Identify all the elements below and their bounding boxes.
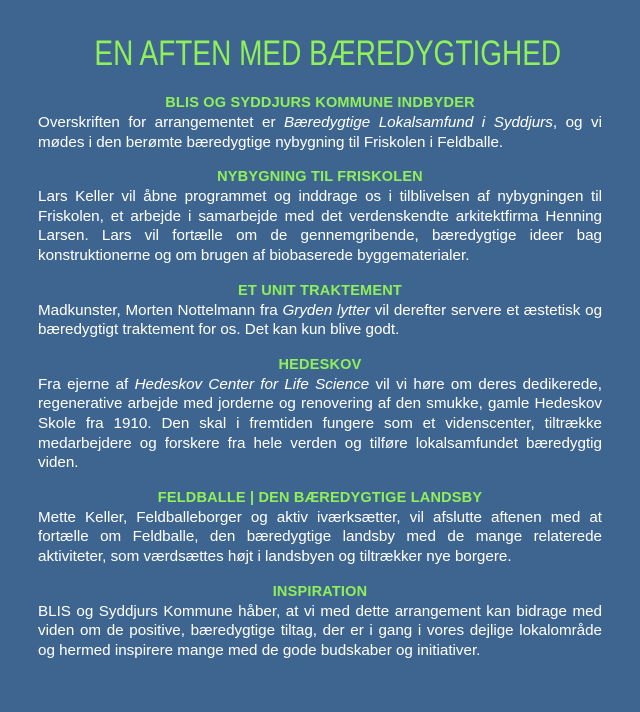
event-title-italic: Bæredygtige Lokalsamfund i Syddjurs [284, 114, 553, 131]
section-heading: INSPIRATION [272, 583, 368, 600]
section-text: Fra ejerne af Hedeskov Center for Life Science vil vi høre om deres dedikerede, regenerative arbejde med jorderne og renovering af den smukke, gamle Hedeskov Skole fra 1910. Den skal i fremtiden fungere som et videnscenter, tiltrække medarbejdere og forskere fra hele verden og tilføre lokalsamfundet bæredygtig viden. [38, 375, 602, 472]
section-text: Mette Keller, Feldballeborger og aktiv iværksætter, vil afslutte aftenen med at fortælle om Feldballe, den bæredygtige landsby med de mange relaterede aktiviteter, som værdsættes højt i landsbyen og tiltrækker nye borgere. [38, 508, 602, 565]
restaurant-name-italic: Gryden lytter [282, 301, 370, 319]
section-text: Madkunster, Morten Nottelmann fra Gryden lytter vil derefter servere et æstetisk og bæredygtigt traktement for os. Det kan kun blive godt. [38, 301, 603, 339]
page-title: EN AFTEN MED BÆREDYGTIGHED [94, 34, 562, 73]
section-blis-syddjurs [38, 94, 602, 152]
section-traktement [38, 282, 602, 340]
section-heading: NYBYGNING TIL FRISKOLEN [217, 169, 423, 186]
section-text: Overskriften for arrangementet er Bæredygtige Lokalsamfund i Syddjurs, og vi mødes i den berømte bæredygtige nybygning til Friskolen i Feldballe. [38, 114, 602, 151]
section-text: Lars Keller vil åbne programmet og inddrage os i tilblivelsen af nybygningen til Friskolen, et arbejde i samarbejde med det verdenskendte arkitektfirma Henning Larsen. Lars vil fortælle om de gennemgribende, bæredygtige ideer bag konstruktionerne og om brugen af biobaserede byggematerialer. [38, 188, 602, 264]
section-nybygning [38, 168, 602, 265]
section-heading: HEDESKOV [278, 356, 362, 373]
section-heading: FELDBALLE | DEN BÆREDYGTIGE LANDSBY [157, 489, 483, 506]
section-heading: ET UNIT TRAKTEMENT [238, 282, 402, 299]
section-text: BLIS og Syddjurs Kommune håber, at vi med dette arrangement kan bidrage med viden om de positive, bæredygtige tiltag, der er i gang i vores dejlige lokalområde og hermed inspirere mange med de gode budskaber og initiativer. [38, 602, 602, 659]
center-name-italic: Hedeskov Center for Life Science [134, 375, 370, 393]
section-inspiration [38, 583, 602, 661]
section-heading: BLIS OG SYDDJURS KOMMUNE INDBYDER [165, 95, 475, 111]
section-hedeskov [38, 356, 602, 473]
section-feldballe [38, 489, 602, 567]
